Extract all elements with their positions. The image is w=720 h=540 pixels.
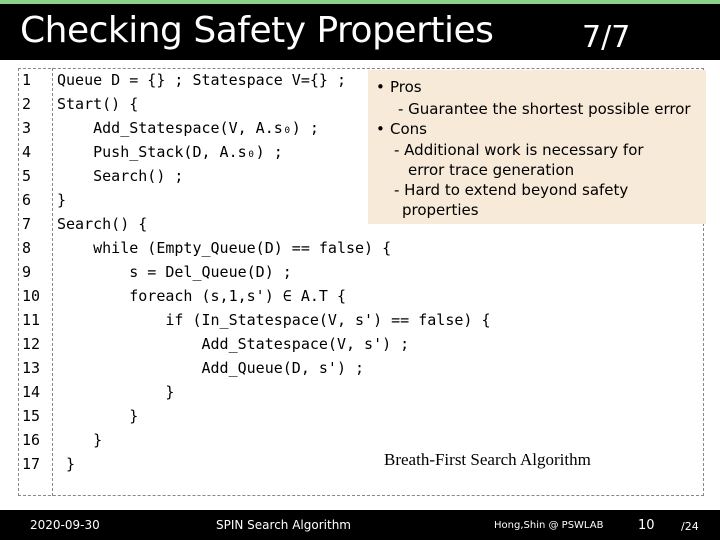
line-number: 4 <box>22 143 32 161</box>
footer-page-total: /24 <box>681 520 699 533</box>
line-number: 1 <box>22 71 32 89</box>
cons-item: - Hard to extend beyond safety <box>394 181 629 199</box>
line-number-divider <box>52 68 53 496</box>
code-line: Push_Stack(D, A.s₀) ; <box>57 143 283 161</box>
code-line: } <box>57 431 103 449</box>
line-number: 13 <box>22 359 41 377</box>
line-number: 10 <box>22 287 41 305</box>
line-number: 2 <box>22 95 32 113</box>
cons-item: properties <box>402 201 479 219</box>
footer-band <box>0 510 720 540</box>
line-number: 12 <box>22 335 41 353</box>
line-number: 16 <box>22 431 41 449</box>
code-line: Add_Statespace(V, A.s₀) ; <box>57 119 319 137</box>
line-number: 15 <box>22 407 41 425</box>
line-number: 8 <box>22 239 32 257</box>
footer-date: 2020-09-30 <box>30 518 100 532</box>
pros-label: Pros <box>390 78 422 96</box>
code-line: Search() { <box>57 215 148 233</box>
slide-section-counter: 7/7 <box>582 20 631 55</box>
footer-page-number: 10 <box>638 518 655 533</box>
cons-item: error trace generation <box>408 161 575 179</box>
code-line: foreach (s,1,s') ∈ A.T { <box>57 287 346 305</box>
code-line: Search() ; <box>57 167 184 185</box>
line-number: 9 <box>22 263 32 281</box>
code-line: Queue D = {} ; Statespace V={} ; <box>57 71 346 89</box>
pros-bullet-icon: • <box>376 78 385 96</box>
code-line: } <box>57 407 139 425</box>
figure-caption: Breath-First Search Algorithm <box>384 450 591 469</box>
code-line: Add_Queue(D, s') ; <box>57 359 365 377</box>
cons-item: - Additional work is necessary for <box>394 141 644 159</box>
header-accent-line <box>0 0 720 4</box>
line-number: 3 <box>22 119 32 137</box>
code-line: } <box>57 455 76 473</box>
slide-title: Checking Safety Properties <box>20 10 494 51</box>
code-line: while (Empty_Queue(D) == false) { <box>57 239 392 257</box>
footer-topic: SPIN Search Algorithm <box>216 518 351 532</box>
pros-item: - Guarantee the shortest possible error <box>398 100 691 118</box>
line-number: 11 <box>22 311 41 329</box>
line-number: 5 <box>22 167 32 185</box>
footer-author: Hong,Shin @ PSWLAB <box>494 520 604 531</box>
code-line: Start() { <box>57 95 139 113</box>
line-number: 14 <box>22 383 41 401</box>
pros-cons-callout <box>368 70 706 224</box>
cons-label: Cons <box>390 120 427 138</box>
code-line: } <box>57 191 67 209</box>
code-line: Add_Statespace(V, s') ; <box>57 335 410 353</box>
code-line: } <box>57 383 175 401</box>
code-line: s = Del_Queue(D) ; <box>57 263 292 281</box>
cons-bullet-icon: • <box>376 120 385 138</box>
line-number: 6 <box>22 191 32 209</box>
code-line: if (In_Statespace(V, s') == false) { <box>57 311 491 329</box>
line-number: 17 <box>22 455 41 473</box>
line-number: 7 <box>22 215 32 233</box>
